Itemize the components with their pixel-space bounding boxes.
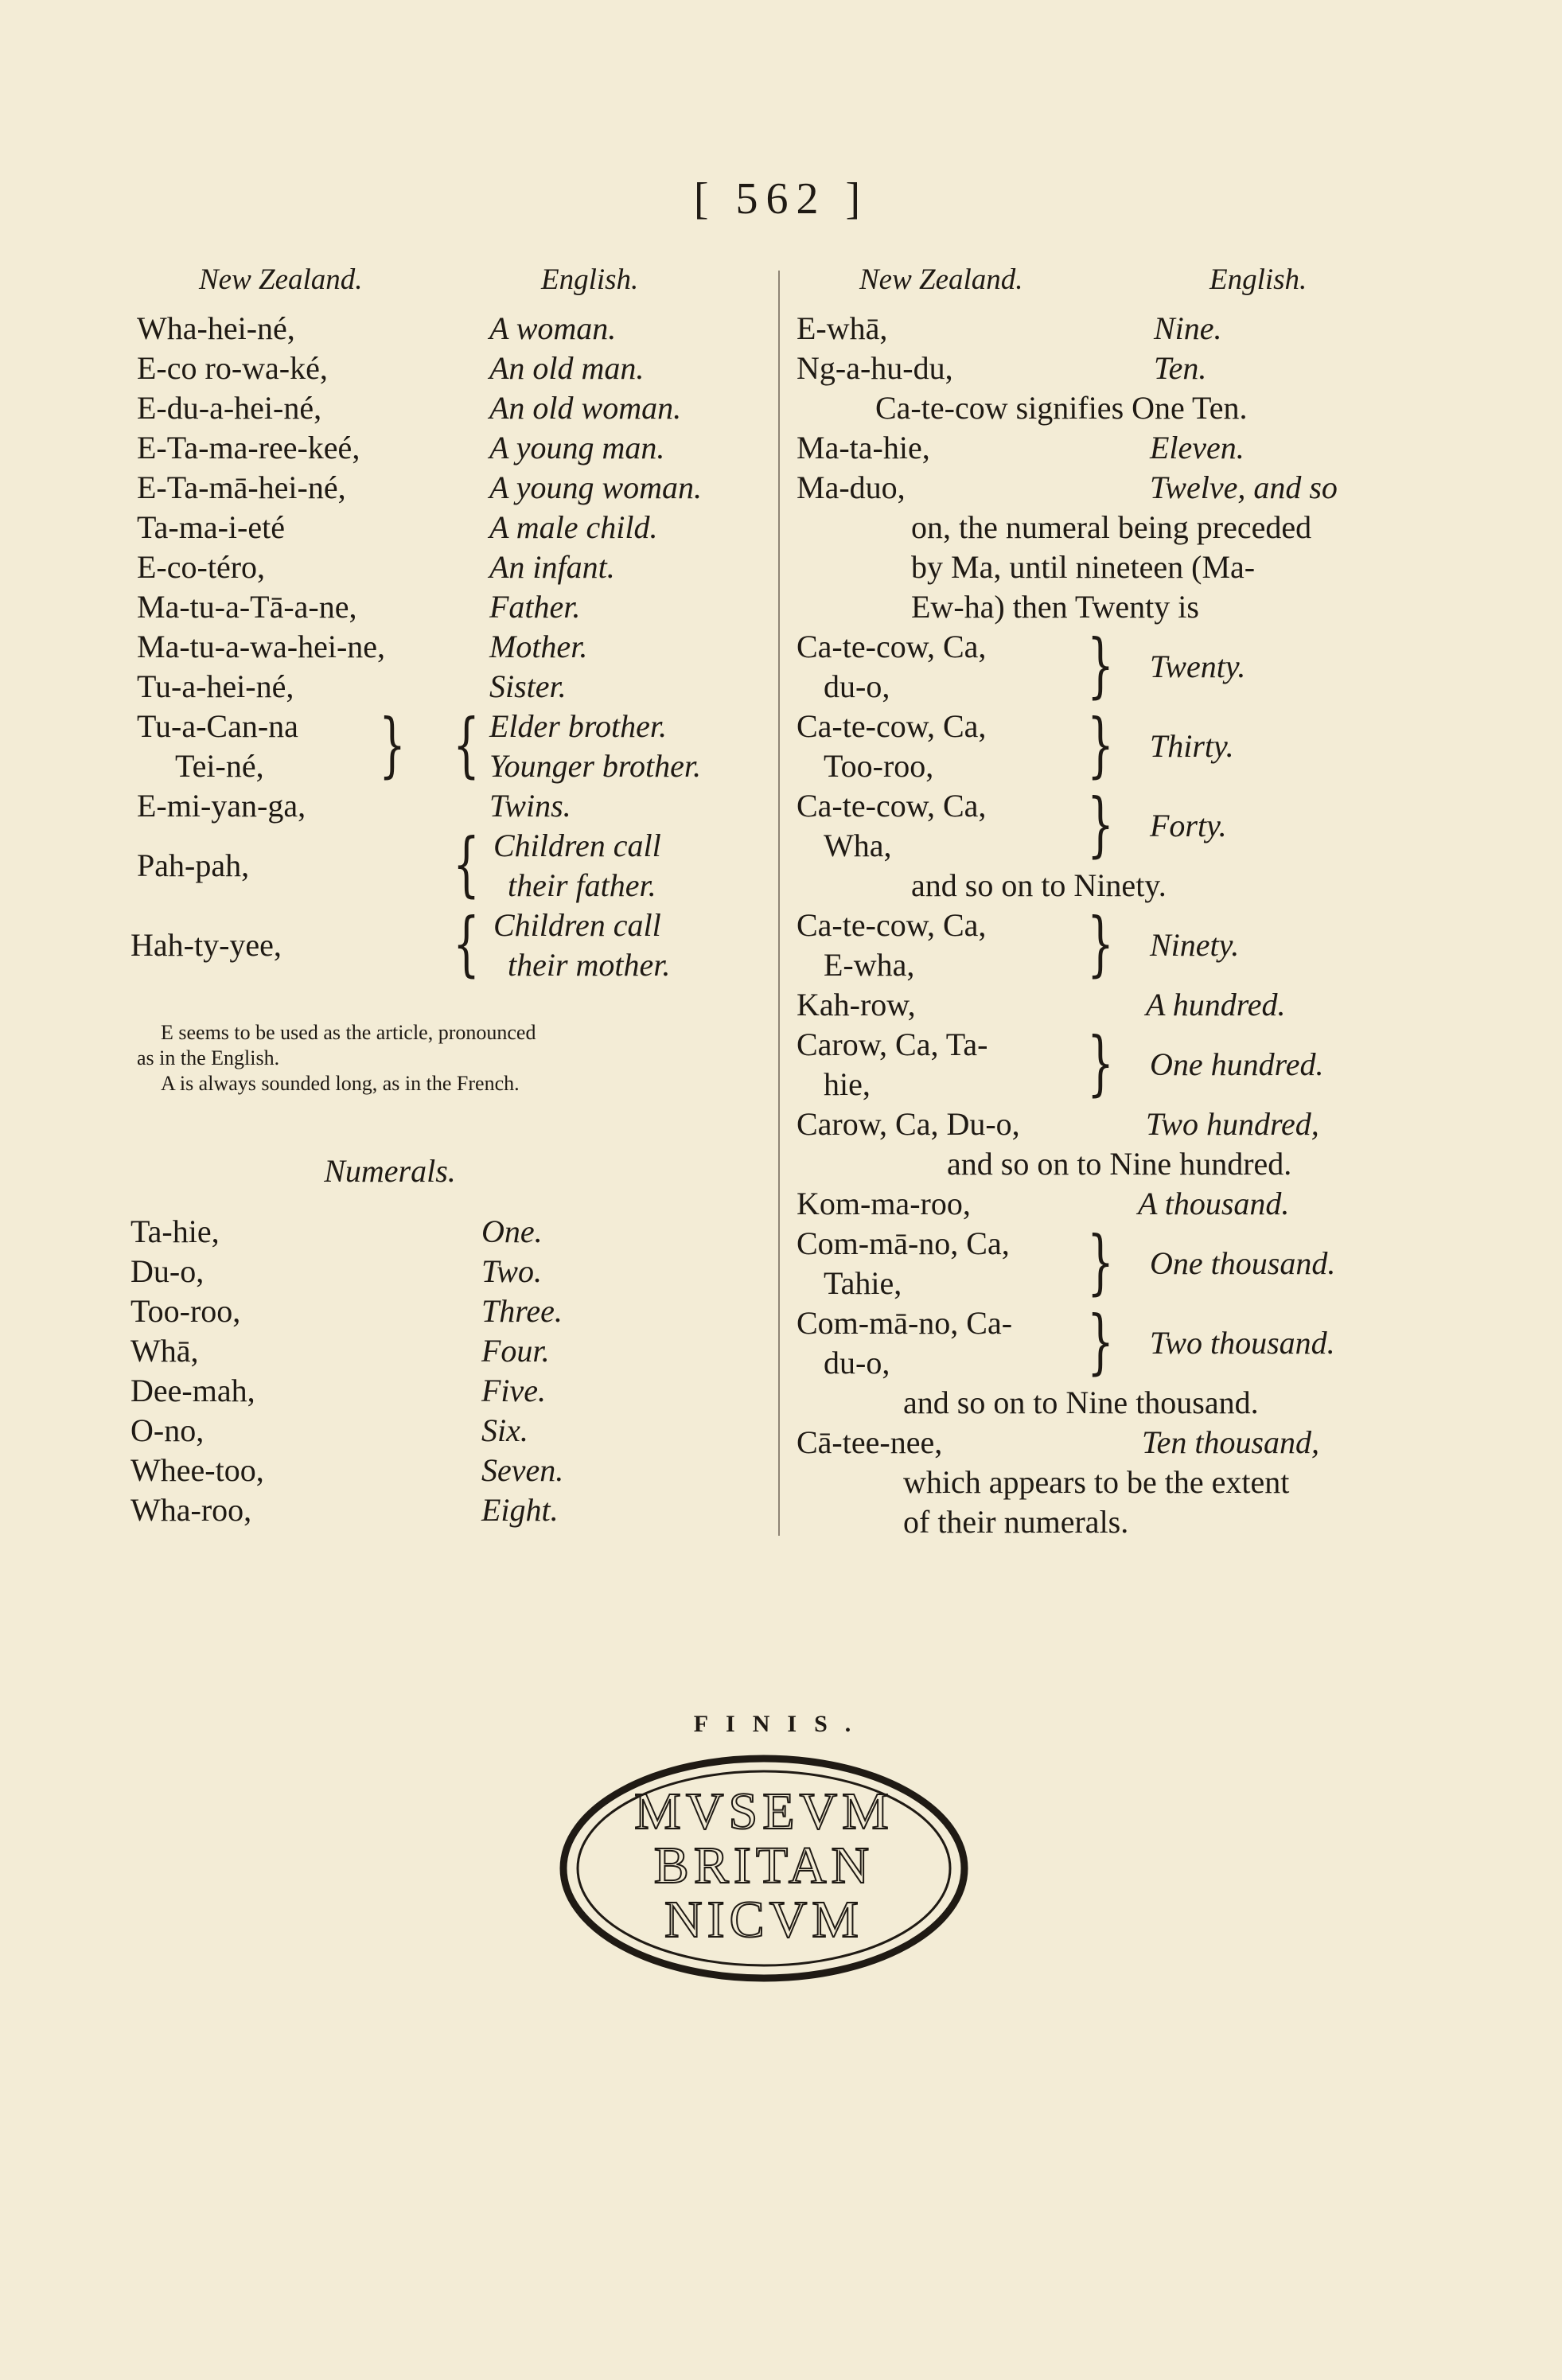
right-column xyxy=(784,263,1412,1542)
nz-word: Whā, xyxy=(130,1333,199,1369)
en-word: A hundred. xyxy=(1146,987,1286,1023)
en-word: Children call xyxy=(493,828,661,863)
nz-word: E-co-téro, xyxy=(137,549,266,585)
vocab-row-thirty xyxy=(784,703,1412,786)
en-word: Children call xyxy=(493,907,661,943)
vocab-row xyxy=(784,349,1412,388)
vocabulary-list xyxy=(127,309,748,985)
nz-word: Too-roo, xyxy=(130,1293,241,1329)
en-word: One thousand. xyxy=(1150,1245,1336,1281)
en-word: their father. xyxy=(508,867,656,903)
left-column xyxy=(127,263,748,1530)
nz-word: Carow, Ca, Du-o, xyxy=(797,1106,1020,1142)
vocab-row-twenty xyxy=(784,624,1412,707)
nz-word: Dee-mah, xyxy=(130,1373,255,1408)
numeral-row xyxy=(127,1451,748,1490)
vocab-row xyxy=(784,428,1412,468)
en-word: Two. xyxy=(481,1253,542,1289)
finis-label: FINIS. xyxy=(693,1711,869,1737)
stamp-line-1: MVSEVM xyxy=(634,1782,894,1841)
en-word: Twelve, and so xyxy=(1150,469,1338,505)
nz-word: Tei-né, xyxy=(175,748,264,784)
nz-word: E-Ta-mā-hei-né, xyxy=(137,469,346,505)
en-word: Nine. xyxy=(1154,310,1222,346)
en-word: their mother. xyxy=(508,947,671,983)
brace-icon: { xyxy=(453,703,480,785)
nz-word: E-Ta-ma-ree-keé, xyxy=(137,430,360,465)
en-word: An old man. xyxy=(489,350,645,386)
vocab-row xyxy=(784,1184,1412,1224)
en-word: Seven. xyxy=(481,1452,564,1488)
nz-word: E-du-a-hei-né, xyxy=(137,390,322,426)
brace-icon: } xyxy=(1087,1300,1114,1382)
vocab-row xyxy=(127,468,748,508)
nz-word: Ma-tu-a-Tā-a-ne, xyxy=(137,589,357,625)
column-divider xyxy=(778,271,780,1536)
nz-word: Ng-a-hu-du, xyxy=(797,350,953,386)
en-word: Younger brother. xyxy=(489,748,701,784)
vocab-row xyxy=(127,786,748,826)
brace-icon: } xyxy=(1087,902,1114,984)
nz-word: Ma-ta-hie, xyxy=(797,430,930,465)
vocab-row xyxy=(127,587,748,627)
en-word: Ninety. xyxy=(1150,927,1240,963)
nz-word: Com-mā-no, Ca, xyxy=(797,1225,1010,1261)
vocab-row xyxy=(784,309,1412,349)
nz-word: Ta-ma-i-eté xyxy=(137,509,285,545)
en-word: A young man. xyxy=(489,430,665,465)
vocab-row xyxy=(127,309,748,349)
brace-icon: { xyxy=(453,823,480,905)
nz-word: Carow, Ca, Ta- xyxy=(797,1026,988,1062)
vocab-row xyxy=(784,468,1412,508)
nz-word: Ma-tu-a-wa-hei-ne, xyxy=(137,629,386,664)
nz-word: Wha-hei-né, xyxy=(137,310,295,346)
vocab-row-one-hundred xyxy=(784,1022,1412,1104)
brace-icon: { xyxy=(453,902,480,984)
header-new-zealand: New Zealand. xyxy=(199,263,363,296)
vocab-row xyxy=(784,1423,1412,1463)
en-word: Two hundred, xyxy=(1146,1106,1319,1142)
nz-word: Pah-pah, xyxy=(137,847,250,883)
numeral-row xyxy=(127,1490,748,1530)
en-word: One hundred. xyxy=(1150,1046,1324,1082)
vocab-row xyxy=(127,349,748,388)
vocab-row xyxy=(127,667,748,707)
note-line: E seems to be used as the article, pronounced xyxy=(161,1021,536,1044)
brace-icon: } xyxy=(1087,783,1114,865)
text-line: and so on to Nine hundred. xyxy=(947,1146,1292,1182)
en-word: Mother. xyxy=(489,629,588,664)
nz-word: E-whā, xyxy=(797,310,888,346)
brace-icon: } xyxy=(1087,1022,1114,1104)
vocab-row xyxy=(127,508,748,547)
en-word: A male child. xyxy=(489,509,658,545)
nz-word: du-o, xyxy=(824,668,890,704)
text-line: and so on to Nine thousand. xyxy=(903,1385,1259,1420)
en-word: An infant. xyxy=(489,549,615,585)
nz-word: Wha-roo, xyxy=(130,1492,252,1528)
vocab-row-brothers xyxy=(127,703,748,786)
left-header xyxy=(127,263,748,309)
en-word: Ten thousand, xyxy=(1142,1424,1320,1460)
stamp-line-3: NICVM xyxy=(664,1891,864,1949)
right-header xyxy=(784,263,1412,309)
nz-word: Kah-row, xyxy=(797,987,916,1023)
numeral-row xyxy=(127,1371,748,1411)
vocab-row-one-thousand xyxy=(784,1221,1412,1303)
text-line: by Ma, until nineteen (Ma- xyxy=(911,549,1256,585)
en-word: A thousand. xyxy=(1138,1186,1290,1221)
pronunciation-note xyxy=(127,1020,748,1097)
nz-word: Ca-te-cow, Ca, xyxy=(797,788,987,824)
brace-icon: } xyxy=(1087,1221,1114,1303)
vocab-row xyxy=(127,388,748,428)
brace-icon: } xyxy=(379,703,406,785)
nz-word: Kom-ma-roo, xyxy=(797,1186,971,1221)
nz-word: Ca-te-cow, Ca, xyxy=(797,907,987,943)
vocab-row xyxy=(127,428,748,468)
nz-word: Hah-ty-yee, xyxy=(130,927,282,963)
vocab-row-two-thousand xyxy=(784,1300,1412,1383)
vocab-row xyxy=(127,627,748,667)
stamp-line-2: BRITAN xyxy=(653,1837,874,1895)
nz-word: Cā-tee-nee, xyxy=(797,1424,943,1460)
en-word: One. xyxy=(481,1213,543,1249)
header-english: English. xyxy=(1209,263,1307,296)
nz-word: Com-mā-no, Ca- xyxy=(797,1305,1013,1341)
nz-word: E-co ro-wa-ké, xyxy=(137,350,328,386)
nz-word: O-no, xyxy=(130,1412,205,1448)
nz-word: Too-roo, xyxy=(824,748,934,784)
header-english: English. xyxy=(541,263,639,296)
text-line: of their numerals. xyxy=(903,1504,1129,1540)
en-word: Elder brother. xyxy=(489,708,667,744)
en-word: Six. xyxy=(481,1412,528,1448)
nz-word: du-o, xyxy=(824,1345,890,1381)
nz-word: Ca-te-cow, Ca, xyxy=(797,629,987,664)
numeral-row xyxy=(127,1252,748,1291)
nz-word: Whee-too, xyxy=(130,1452,264,1488)
nz-word: Tu-a-hei-né, xyxy=(137,668,294,704)
en-word: Eight. xyxy=(481,1492,559,1528)
note-line: as in the English. xyxy=(137,1046,280,1069)
note-line: A is always sounded long, as in the French. xyxy=(161,1072,520,1095)
nz-word: Tahie, xyxy=(824,1265,902,1301)
en-word: Twenty. xyxy=(1150,649,1246,684)
numeral-row xyxy=(127,1212,748,1252)
numeral-row xyxy=(127,1291,748,1331)
en-word: Father. xyxy=(489,589,581,625)
nz-word: Ma-duo, xyxy=(797,469,906,505)
en-word: Sister. xyxy=(489,668,567,704)
nz-word: Wha, xyxy=(824,828,892,863)
en-word: Three. xyxy=(481,1293,563,1329)
nz-word: Tu-a-Can-na xyxy=(137,708,298,744)
numerals-title: Numerals. xyxy=(324,1153,456,1189)
museum-stamp xyxy=(557,1749,971,1988)
header-new-zealand: New Zealand. xyxy=(859,263,1023,296)
numeral-row xyxy=(127,1331,748,1371)
en-word: Two thousand. xyxy=(1150,1325,1335,1361)
en-word: Eleven. xyxy=(1150,430,1245,465)
vocab-row xyxy=(784,1104,1412,1144)
numeral-row xyxy=(127,1411,748,1451)
nz-word: hie, xyxy=(824,1066,871,1102)
vocab-row xyxy=(784,985,1412,1025)
en-word: A young woman. xyxy=(489,469,703,505)
page-number: [ 562 ] xyxy=(693,174,869,224)
text-line: and so on to Ninety. xyxy=(911,867,1167,903)
brace-icon: } xyxy=(1087,703,1114,785)
en-word: Forty. xyxy=(1150,808,1227,843)
en-word: Thirty. xyxy=(1150,728,1234,764)
en-word: An old woman. xyxy=(489,390,682,426)
vocab-row xyxy=(127,547,748,587)
nz-word: Ta-hie, xyxy=(130,1213,220,1249)
vocab-row-father xyxy=(127,823,748,906)
text-line: which appears to be the extent xyxy=(903,1464,1290,1500)
nz-word: E-wha, xyxy=(824,947,915,983)
vocab-row-forty xyxy=(784,783,1412,866)
vocab-row-mother xyxy=(127,902,748,985)
en-word: Twins. xyxy=(489,788,571,824)
text-line: Ew-ha) then Twenty is xyxy=(911,589,1199,625)
text-line: Ca-te-cow signifies One Ten. xyxy=(875,390,1248,426)
nz-word: Ca-te-cow, Ca, xyxy=(797,708,987,744)
text-line: on, the numeral being preceded xyxy=(911,509,1312,545)
en-word: Ten. xyxy=(1154,350,1207,386)
en-word: Four. xyxy=(481,1333,550,1369)
vocab-row-ninety xyxy=(784,902,1412,985)
numerals-list xyxy=(127,1212,748,1530)
en-word: A woman. xyxy=(489,310,617,346)
brace-icon: } xyxy=(1087,624,1114,706)
nz-word: Du-o, xyxy=(130,1253,205,1289)
nz-word: E-mi-yan-ga, xyxy=(137,788,306,824)
en-word: Five. xyxy=(481,1373,547,1408)
